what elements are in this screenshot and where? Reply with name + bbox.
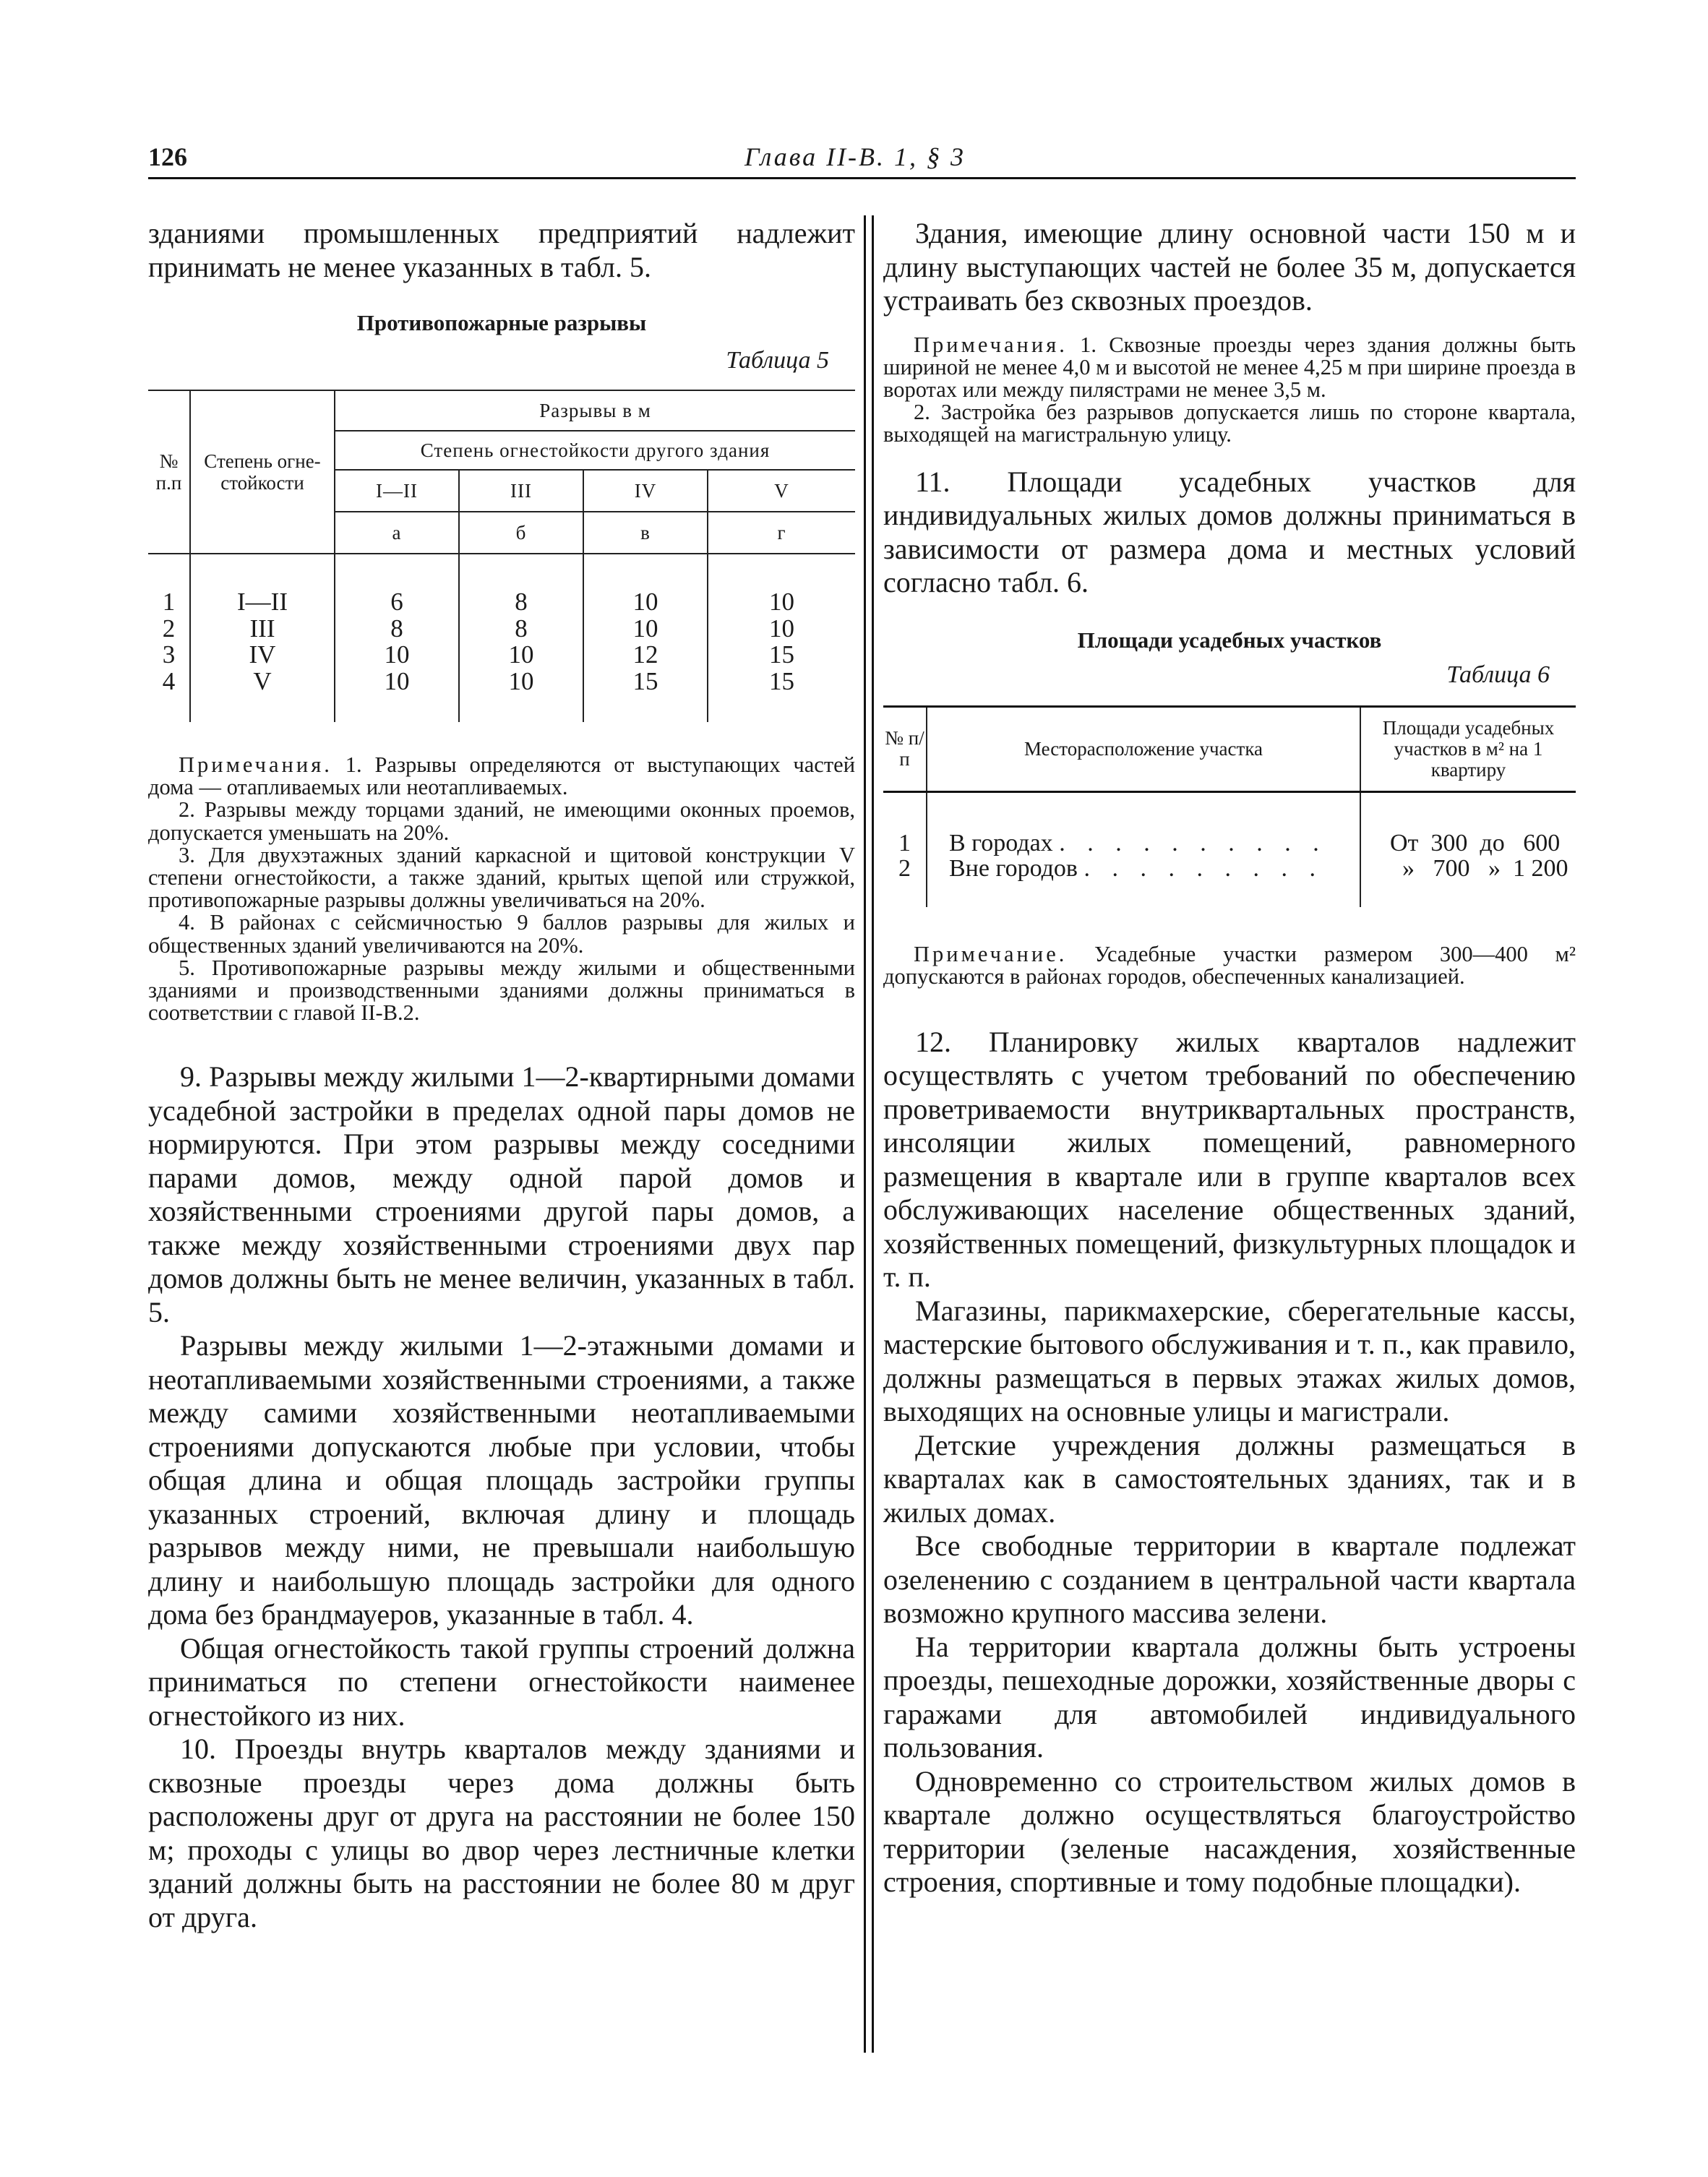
t5-cell: 10 — [508, 666, 534, 695]
note-text: 1. Разрывы определяются от выступающих частей дома — отапливаемых или неотапливаемых. — [148, 752, 856, 800]
leader-dots: . . . . . . . . . . — [1059, 829, 1327, 856]
table5-label: Таблица 5 — [726, 347, 829, 374]
t5-col-3: IV — [583, 470, 708, 512]
t5-cell: 10 — [384, 666, 410, 695]
table6-title: Площади усадебных участков — [1077, 627, 1382, 653]
t6-body-row — [883, 791, 1576, 907]
note-heading: Примечание. — [914, 941, 1068, 966]
t5-col-1: I—II — [335, 470, 459, 512]
intro-paragraph: зданиями промышленных предприятий надлежит принимать не менее указанных в табл. 5. — [148, 217, 855, 283]
t6-area: » 700 » 1 200 — [1390, 854, 1568, 882]
page-header — [148, 142, 1576, 176]
notes-heading: Примечания. — [914, 332, 1068, 357]
t5-cell: 8 — [390, 614, 403, 643]
t5-b-cell — [459, 554, 583, 722]
t5-cell: 10 — [632, 614, 658, 643]
t5-body-row — [148, 554, 855, 722]
running-head: Глава II-В. 1, § 3 — [744, 142, 966, 171]
table6-note — [883, 943, 1576, 988]
table5-note-3: 3. Для двухэтажных зданий каркасной и щитовой конструкции V степени огнестойкости, а также зданий, крытых щепой или стружкой, противопожарные разрывы должны увеличиваться на 20%. — [148, 842, 855, 913]
page-number: 126 — [148, 142, 187, 171]
paragraph-11: 11. Площади усадебных участков для индивидуальных жилых домов должны приниматься в зависимости от размера дома и местных условий согласно табл. 6. — [883, 465, 1576, 599]
t5-degree-header: Степень огне-стойкости — [190, 390, 335, 554]
column-divider — [864, 215, 874, 2053]
notes-heading: Примечания. — [179, 752, 332, 777]
note-text: 1. Сквозные проезды через здания должны быть шириной не менее 4,0 м и высотой не менее 4,25 м при ширине проезда в воротах или между пилястрами не менее 3,5 м. — [883, 332, 1576, 402]
t5-col-4: V — [708, 470, 855, 512]
t5-cell: 3 — [162, 640, 176, 669]
t6-location: Вне городов — [949, 854, 1078, 882]
paragraph-9: 9. Разрывы между жилыми 1—2-квартирными домами усадебной застройки в пределах одной пары домов не нормируются. При этом разрывы между соседними парами домов, между одной парой домов и хозяйственными строениями другой пары домов, а также между хозяйственными строениями двух пар домов должны быть не менее величин, указанных в табл. 5. — [148, 1060, 855, 1328]
t6-num-header: № п/п — [883, 706, 927, 791]
paragraph-12-driveways: На территории квартала должны быть устроены проезды, пешеходные дорожки, хозяйственные дворы с гаражами для автомобилей индивидуального пользования. — [883, 1630, 1576, 1764]
t5-cell: 15 — [769, 666, 795, 695]
t6-location-cell — [927, 791, 1360, 907]
t5-cell: V — [253, 666, 272, 695]
leader-dots: . . . . . . . . . — [1083, 854, 1323, 882]
t6-area-header: Площади усадебных участков в м² на 1 квартиру — [1360, 706, 1576, 791]
table6-label: Таблица 6 — [1446, 661, 1550, 688]
t5-gaps-header: Разрывы в м — [335, 390, 855, 431]
paragraph-12-shops: Магазины, парикмахерские, сберегательные кассы, мастерские бытового обслуживания и т. п., как правило, должны размещаться в первых этажах жилых домов, выходящих на основные улицы и магистрали. — [883, 1294, 1576, 1428]
t6-area-cell — [1360, 791, 1576, 907]
paragraph-10: 10. Проезды внутрь кварталов между зданиями и сквозные проезды через дома должны быть расположены друг от друга на расстоянии не более 150 м; проходы с улицы во двор через лестничные клетки зданий должны быть на расстоянии не более 80 м друг от друга. — [148, 1732, 855, 1933]
t6-location-row — [949, 856, 1360, 881]
table5-note-1 — [148, 754, 855, 799]
paragraph-12-green: Все свободные территории в квартале подлежат озеленению с созданием в центральной части квартала возможно крупного массива зелени. — [883, 1529, 1576, 1630]
table6 — [883, 705, 1576, 907]
table5-note-2: 2. Разрывы между торцами зданий, не имеющими оконных проемов, допускается уменьшать на 20%. — [148, 797, 855, 845]
driveway-note-2: 2. Застройка без разрывов допускается лишь по стороне квартала, выходящей на магистральную улицу. — [883, 400, 1576, 447]
t5-cell: 10 — [508, 640, 534, 669]
t5-cell: 6 — [390, 588, 403, 616]
t5-a-cell — [335, 554, 459, 722]
table5-note-4: 4. В районах с сейсмичностью 9 баллов разрывы для жилых и общественных зданий увеличиваются на 20%. — [148, 910, 855, 958]
t5-cell: 15 — [769, 640, 795, 669]
right-column — [883, 217, 1576, 1899]
t5-cell: 8 — [515, 588, 528, 616]
paragraph-12: 12. Планировку жилых кварталов надлежит осуществлять с учетом требований по обеспечению проветриваемости внутриквартальных пространств, инсоляции жилых помещений, равномерного размещения в квартале или в группе кварталов всех обслуживающих население общественных зданий, хозяйственных помещений, физкультурных площадок и т. п. — [883, 1025, 1576, 1294]
t5-cell: 10 — [769, 614, 795, 643]
paragraph-9-fire: Общая огнестойкость такой группы строений должна приниматься по степени огнестойкости наименее огнестойкого из них. — [148, 1631, 855, 1732]
t5-cell: 10 — [384, 640, 410, 669]
t5-cell: 2 — [162, 614, 176, 643]
t5-v-cell — [583, 554, 708, 722]
t5-cell: 1 — [162, 588, 176, 616]
t5-letter-1: а — [335, 512, 459, 554]
t5-g-cell — [708, 554, 855, 722]
t6-cell: 1 — [898, 829, 911, 856]
t5-letter-3: в — [583, 512, 708, 554]
paragraph-12-improvement: Одновременно со строительством жилых домов в квартале должно осуществляться благоустройство территории (зеленые насаждения, хозяйственные строения, спортивные и тому подобные площадки). — [883, 1764, 1576, 1899]
t5-col-2: III — [459, 470, 583, 512]
t5-degree-cell — [190, 554, 335, 722]
t6-area: От 300 до 600 — [1390, 829, 1561, 856]
t5-cell: III — [249, 614, 275, 643]
t5-cell: 12 — [632, 640, 658, 669]
t5-other-header: Степень огнестойкости другого здания — [335, 431, 855, 470]
note-text: Усадебные участки размером 300—400 м² допускаются в районах городов, обеспеченных канализацией. — [883, 941, 1576, 989]
t5-cell: 10 — [769, 588, 795, 616]
t6-cell: 2 — [898, 854, 911, 882]
t5-cell: 15 — [632, 666, 658, 695]
t6-location: В городах — [949, 829, 1053, 856]
paragraph-12-children: Детские учреждения должны размещаться в кварталах как в самостоятельных зданиях, так и в жилых домах. — [883, 1428, 1576, 1529]
t5-cell: 10 — [632, 588, 658, 616]
t5-letter-4: г — [708, 512, 855, 554]
buildings-paragraph: Здания, имеющие длину основной части 150 м и длину выступающих частей не более 35 м, допускается устраивать без сквозных проездов. — [883, 217, 1576, 317]
left-column — [148, 217, 855, 1934]
table5-note-5: 5. Противопожарные разрывы между жилыми и общественными зданиями и производственными зданиями должны приниматься в соответствии с главой II-В.2. — [148, 955, 855, 1026]
table5 — [148, 390, 855, 722]
header-rule — [148, 177, 1576, 179]
driveway-note-1 — [883, 334, 1576, 402]
t6-num-cell — [883, 791, 927, 907]
t5-num-cell — [148, 554, 190, 722]
t5-cell: IV — [249, 640, 276, 669]
paragraph-9-gaps: Разрывы между жилыми 1—2-этажными домами и неотапливаемыми хозяйственными строениями, а также между самими хозяйственными неотапливаемыми строениями допускаются любые при условии, чтобы общая длина и общая площадь застройки группы указанных строений, включая длину и площадь разрывов между ними, не превышали наибольшую длину и наибольшую площадь застройки для одного дома без брандмауеров, указанные в табл. 4. — [148, 1329, 855, 1631]
t5-cell: 4 — [162, 666, 176, 695]
t5-letter-2: б — [459, 512, 583, 554]
t6-location-header: Месторасположение участка — [927, 706, 1360, 791]
t6-location-row — [949, 830, 1360, 856]
t5-cell: I—II — [237, 588, 288, 616]
table5-title: Противопожарные разрывы — [356, 310, 647, 335]
t5-num-header: № п.п — [148, 390, 190, 554]
t5-cell: 8 — [515, 614, 528, 643]
